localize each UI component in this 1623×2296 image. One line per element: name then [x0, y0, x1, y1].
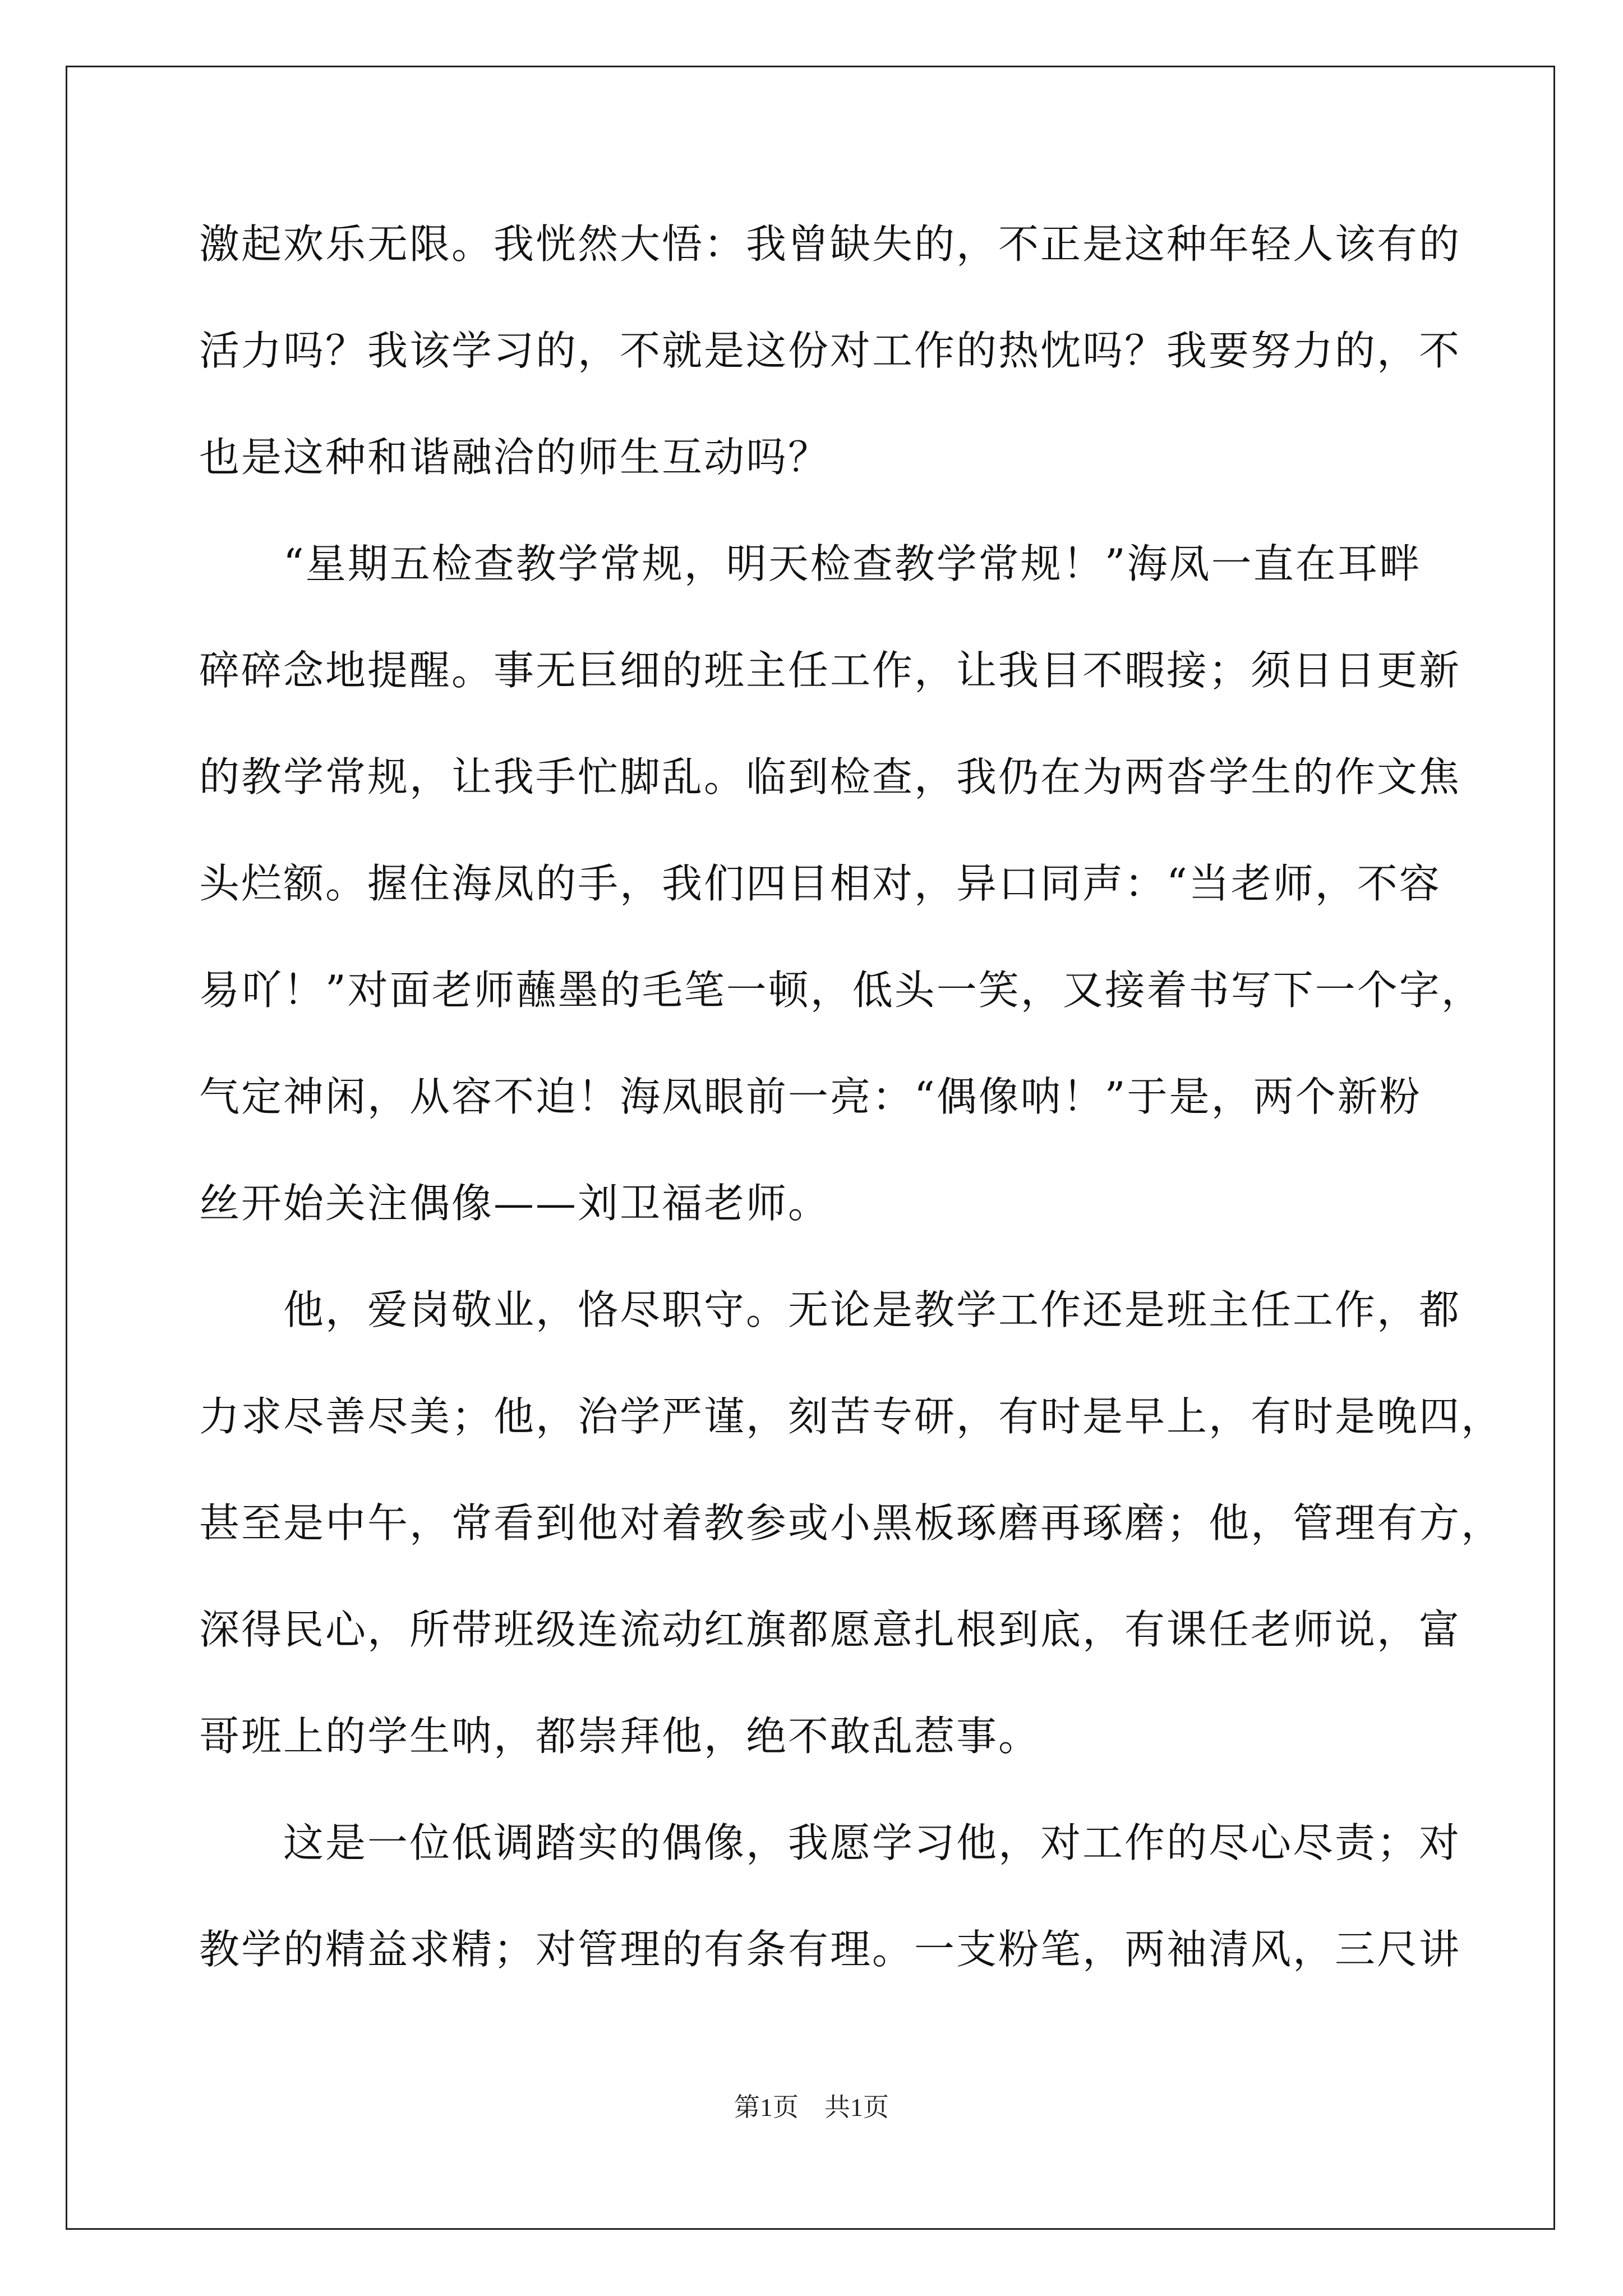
text-line: 头烂额。握住海凤的手，我们四目相对，异口同声：“当老师，不容	[199, 860, 1441, 907]
text-line: 甚至是中午，常看到他对着教参或小黑板琢磨再琢磨；他，管理有方，	[199, 1499, 1504, 1547]
text-line: 也是这种和谐融洽的师生互动吗？	[199, 434, 831, 481]
text-line: 碎碎念地提醒。事无巨细的班主任工作，让我目不暇接；须日日更新	[199, 647, 1461, 694]
text-line: 活力吗？我该学习的，不就是这份对工作的热忱吗？我要努力的，不	[199, 327, 1461, 374]
page-footer: 第1页 共1页	[734, 2093, 889, 2122]
text-line: 教学的精益求精；对管理的有条有理。一支粉笔，两袖清风，三尺讲	[199, 1926, 1461, 1973]
text-line: 他，爱岗敬业，恪尽职守。无论是教学工作还是班主任工作，都	[199, 1286, 1461, 1333]
text-line: 激起欢乐无限。我恍然大悟：我曾缺失的，不正是这种年轻人该有的	[199, 220, 1461, 268]
text-line: 易吖！”对面老师蘸墨的毛笔一顿，低头一笑，又接着书写下一个字，	[199, 967, 1483, 1014]
text-line: 丝开始关注偶像——刘卫福老师。	[199, 1180, 831, 1227]
text-line: 力求尽善尽美；他，治学严谨，刻苦专研，有时是早上，有时是晚四，	[199, 1393, 1504, 1440]
document-body	[199, 213, 1504, 2025]
text-line: “星期五检查教学常规，明天检查教学常规！”海凤一直在耳畔	[199, 540, 1422, 587]
text-line: 的教学常规，让我手忙脚乱。临到检查，我仍在为两沓学生的作文焦	[199, 753, 1461, 800]
text-line: 这是一位低调踏实的偶像，我愿学习他，对工作的尽心尽责；对	[199, 1819, 1461, 1866]
text-line: 深得民心，所带班级连流动红旗都愿意扎根到底，有课任老师说，富	[199, 1606, 1461, 1653]
text-line: 气定神闲，从容不迫！海凤眼前一亮：“偶像呐！”于是，两个新粉	[199, 1073, 1422, 1120]
text-line: 哥班上的学生呐，都崇拜他，绝不敢乱惹事。	[199, 1713, 1041, 1760]
